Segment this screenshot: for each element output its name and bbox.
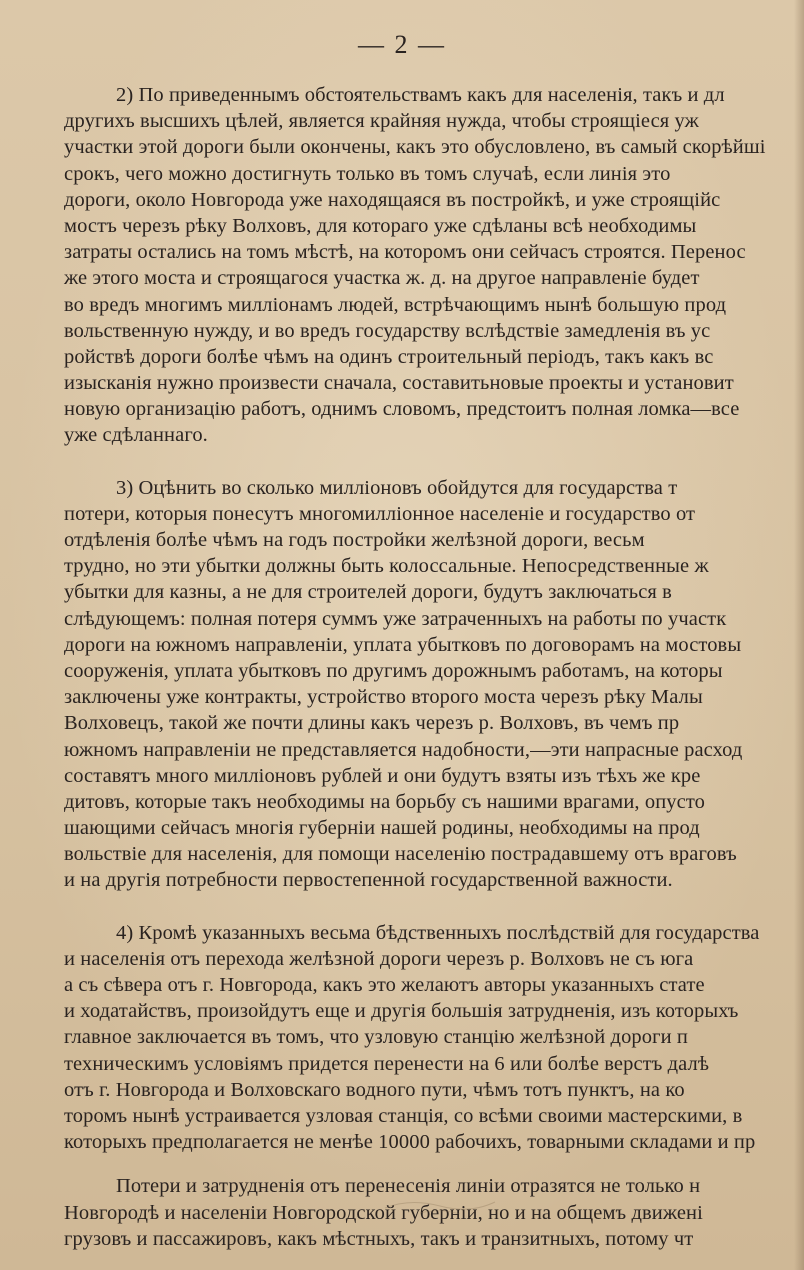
paragraph-gap — [64, 1155, 804, 1173]
text-line: слѣдующемъ: полная потеря суммъ уже затраченныхъ на работы по участк — [64, 607, 727, 630]
text-line: которыхъ предполагается не менѣе 10000 рабочихъ, товарными складами и пр — [64, 1131, 756, 1154]
paragraph-2 — [64, 82, 804, 449]
text-line: мостъ черезъ рѣку Волховъ, для котораго уже сдѣланы всѣ необходимы — [64, 214, 697, 237]
paragraph-gap — [64, 894, 804, 920]
text-line: сооруженія, уплата убытковъ по другимъ дорожнымъ работамъ, на которы — [64, 659, 723, 682]
text-line: ройствѣ дороги болѣе чѣмъ на одинъ строительный періодъ, такъ какъ вс — [64, 345, 714, 368]
text-line: Волховецъ, такой же почти длины какъ черезъ р. Волховъ, въ чемъ пр — [64, 712, 680, 735]
text-line: и населенія отъ перехода желѣзной дороги черезъ р. Волховъ не съ юга — [64, 947, 694, 970]
text-line: 3) Оцѣнить во сколько милліоновъ обойдутся для государства т — [116, 476, 678, 499]
text-line: а съ сѣвера отъ г. Новгорода, какъ это желаютъ авторы указанныхъ стате — [64, 974, 705, 996]
text-line: грузовъ и пассажировъ, какъ мѣстныхъ, такъ и транзитныхъ, потому чт — [64, 1227, 694, 1250]
text-line: заключены уже контракты, устройство второго моста черезъ рѣку Малы — [64, 686, 703, 709]
text-line: южномъ направленіи не представляется надобности,—эти напрасные расход — [64, 738, 743, 761]
text-line: главное заключается въ томъ, что узловую станцію желѣзной дороги п — [64, 1026, 689, 1049]
text-line: во вредъ многимъ милліонамъ людей, встрѣчающимъ нынѣ большую прод — [64, 293, 727, 316]
text-line: вольствіе для населенія, для помощи населенію пострадавшему отъ враговъ — [64, 843, 737, 866]
text-line: убытки для казны, а не для строителей дороги, будутъ заключаться в — [64, 581, 672, 604]
text-line: изысканія нужно произвести сначала, составитьновые проекты и установит — [64, 372, 734, 395]
text-line: участки этой дороги были окончены, какъ это обусловлено, въ самый скорѣйші — [64, 136, 766, 159]
text-line: составятъ много милліоновъ рублей и они будутъ взяты изъ тѣхъ же кре — [64, 764, 701, 787]
text-line: новую организацію работъ, однимъ словомъ, предстоитъ полная ломка—все — [64, 398, 740, 421]
paragraph-gap — [64, 449, 804, 475]
text-line: срокъ, чего можно достигнуть только въ томъ случаѣ, если линія это — [64, 162, 671, 185]
text-line: отдѣленія болѣе чѣмъ на годъ постройки желѣзной дороги, весьм — [64, 529, 645, 551]
text-line: отъ г. Новгорода и Волховскаго водного пути, чѣмъ тотъ пунктъ, на ко — [64, 1078, 685, 1101]
text-line: 2) По приведеннымъ обстоятельствамъ какъ для населенія, такъ и дл — [116, 84, 725, 106]
text-line: дороги на южномъ направленіи, уплата убытковъ по договорамъ на мостовы — [64, 633, 742, 656]
faint-bleedthrough-mark — [380, 1188, 500, 1218]
paragraph-3 — [64, 475, 804, 894]
text-line: дороги, около Новгорода уже находящаяся въ постройкѣ, и уже строящійс — [64, 188, 721, 211]
paragraph-4 — [64, 920, 804, 1156]
text-line: же этого моста и строящагося участка ж. д. на другое направленіе будет — [64, 267, 700, 290]
text-line: вольственную нужду, и во вредъ государству вслѣдствіе замедленія въ ус — [64, 319, 711, 342]
text-line: 4) Кромѣ указанныхъ весьма бѣдственныхъ послѣдствій для государства — [116, 921, 760, 944]
text-line: потери, которыя понесутъ многомилліонное населеніе и государство от — [64, 502, 696, 525]
document-body — [64, 82, 804, 1252]
text-line: уже сдѣланнаго. — [64, 424, 208, 447]
text-line: Потери и затрудненія отъ перенесенія линіи отразятся не только н — [116, 1175, 701, 1198]
text-line: дитовъ, которые такъ необходимы на борьбу съ нашими врагами, опусто — [64, 790, 705, 813]
text-line: трудно, но эти убытки должны быть колоссальные. Непосредственные ж — [64, 555, 709, 578]
page-number: — 2 — — [358, 30, 446, 59]
text-line: Новгородѣ и населеніи Новгородской губерніи, но и на общемъ движені — [64, 1201, 703, 1224]
text-line: шающими сейчасъ многія губерніи нашей родины, необходимы на прод — [64, 817, 700, 840]
text-line: другихъ высшихъ цѣлей, является крайняя нужда, чтобы строящіеся уж — [64, 110, 699, 133]
text-line: и ходатайствъ, произойдутъ еще и другія большія затрудненія, изъ которыхъ — [64, 1000, 739, 1023]
text-line: торомъ нынѣ устраивается узловая станція, со всѣми своими мастерскими, в — [64, 1104, 743, 1127]
text-line: техническимъ условіямъ придется перенести на 6 или болѣе верстъ далѣ — [64, 1052, 710, 1075]
text-line: затраты остались на томъ мѣстѣ, на которомъ они сейчасъ строятся. Перенос — [64, 241, 746, 264]
text-line: и на другія потребности первостепенной государственной важности. — [64, 869, 673, 892]
